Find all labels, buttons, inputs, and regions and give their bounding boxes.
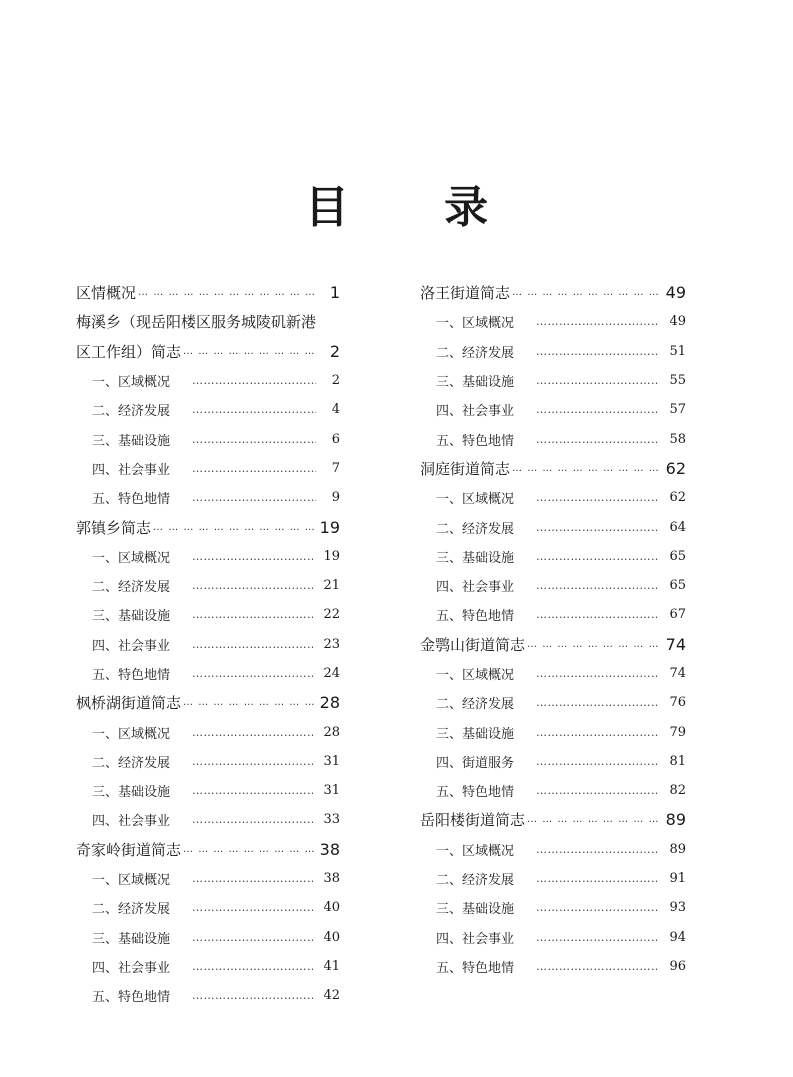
toc-entry-label: 五、特色地情 <box>436 785 515 801</box>
toc-page-number: 93 <box>669 900 686 916</box>
dot-leader <box>192 374 316 387</box>
toc-entry-sub[interactable] <box>76 717 340 746</box>
dot-leader <box>536 696 659 709</box>
toc-page-number: 79 <box>669 724 686 740</box>
toc-page-number: 38 <box>319 839 340 859</box>
page-title: 目 录 <box>304 182 529 233</box>
toc-page-number: 40 <box>323 900 340 916</box>
dot-leader <box>192 784 313 797</box>
dot-leader <box>536 784 659 797</box>
toc-entry-sub[interactable] <box>420 864 686 893</box>
dot-leader <box>536 403 659 416</box>
dot-leader <box>192 960 313 973</box>
toc-entry-sub[interactable] <box>76 893 340 922</box>
dot-leader <box>192 550 313 563</box>
dot-leader <box>512 287 660 298</box>
toc-entry-major[interactable] <box>420 454 686 483</box>
toc-entry-label: 二、经济发展 <box>92 404 171 420</box>
toc-page-number: 2 <box>331 373 340 389</box>
toc-entry-label: 三、基础设施 <box>92 433 171 449</box>
dot-leader <box>536 491 659 504</box>
toc-page-number: 49 <box>665 283 686 303</box>
dot-leader <box>536 960 659 973</box>
toc-entry-label: 四、社会事业 <box>92 960 171 976</box>
toc-page-number: 24 <box>323 666 340 681</box>
toc-entry-label: 二、经济发展 <box>436 697 515 713</box>
toc-entry-label: 一、区域概况 <box>436 668 515 683</box>
toc-page-number: 2 <box>329 341 340 361</box>
toc-entry-label: 奇家岭街道简志 <box>76 840 182 859</box>
toc-entry-sub[interactable] <box>420 395 686 424</box>
toc-entry-sub[interactable] <box>420 893 686 922</box>
dot-leader <box>192 726 313 739</box>
toc-entry-sub[interactable] <box>76 864 340 893</box>
toc-entry-sub[interactable] <box>76 747 340 776</box>
toc-entry-label: 一、区域概况 <box>92 873 171 889</box>
toc-page-number: 7 <box>331 460 340 476</box>
dot-leader <box>192 901 313 914</box>
toc-entry-sub[interactable] <box>76 395 340 424</box>
toc-entry-sub[interactable] <box>76 776 340 805</box>
toc-entry-label: 二、经济发展 <box>436 521 515 537</box>
toc-right-column <box>420 278 686 981</box>
toc-page-number: 62 <box>665 458 686 478</box>
toc-entry-label: 四、社会事业 <box>436 931 515 947</box>
toc-entry-sub[interactable] <box>420 923 686 952</box>
toc-entry-sub[interactable] <box>76 366 340 395</box>
toc-entry-label: 四、社会事业 <box>436 404 515 420</box>
toc-entry-label: 一、区域概况 <box>436 492 515 508</box>
toc-entry-sub[interactable] <box>420 512 686 541</box>
toc-page-number: 6 <box>331 431 340 447</box>
toc-page-number: 58 <box>669 431 686 447</box>
toc-entry-sub[interactable] <box>420 337 686 366</box>
dot-leader <box>536 345 659 358</box>
toc-entry-sub[interactable] <box>76 483 340 512</box>
toc-entry-major[interactable] <box>76 278 340 307</box>
toc-entry-label: 三、基础设施 <box>92 931 171 947</box>
toc-page-number: 65 <box>669 578 686 594</box>
toc-entry-label: 三、基础设施 <box>436 902 515 918</box>
toc-entry-sub[interactable] <box>420 571 686 600</box>
toc-entry-label: 五、特色地情 <box>436 960 515 976</box>
dot-leader <box>192 433 316 446</box>
dot-leader <box>536 755 659 768</box>
toc-page-number: 94 <box>669 929 686 945</box>
toc-page-number: 33 <box>323 812 340 828</box>
toc-page-number: 19 <box>319 517 340 537</box>
dot-leader <box>536 931 659 944</box>
dot-leader <box>138 287 318 298</box>
toc-entry-sub[interactable] <box>420 483 686 512</box>
toc-entry-label: 五、特色地情 <box>436 609 515 625</box>
dot-leader <box>153 522 314 533</box>
dot-leader <box>192 813 313 826</box>
toc-entry-label: 洛王街道简志 <box>420 284 511 303</box>
toc-page-number: 91 <box>669 871 686 887</box>
toc-page-number: 19 <box>323 548 340 564</box>
toc-entry-sub[interactable] <box>76 981 340 1010</box>
toc-entry-sub[interactable] <box>420 600 686 629</box>
toc-entry-label: 四、社会事业 <box>92 814 171 830</box>
toc-entry-label: 三、基础设施 <box>436 375 515 391</box>
toc-entry-label: 三、基础设施 <box>92 785 171 801</box>
toc-page-number: 67 <box>669 607 686 623</box>
toc-page-number: 23 <box>323 636 340 652</box>
toc-entry-sub[interactable] <box>76 454 340 483</box>
toc-entry-label: 二、经济发展 <box>92 755 171 771</box>
toc-page-number: 4 <box>331 402 340 418</box>
toc-page-number: 81 <box>669 753 686 769</box>
dot-leader <box>536 550 659 563</box>
toc-entry-label: 二、经济发展 <box>436 873 515 889</box>
dot-leader <box>536 608 659 621</box>
dot-leader <box>536 872 659 885</box>
dot-leader <box>192 755 313 768</box>
toc-page-number: 40 <box>323 929 340 945</box>
dot-leader <box>183 346 318 357</box>
dot-leader <box>192 931 313 944</box>
toc-entry-label: 五、特色地情 <box>436 433 515 449</box>
toc-page-number: 62 <box>669 490 686 506</box>
toc-entry-label: 三、基础设施 <box>92 609 171 625</box>
toc-entry-label: 一、区域概况 <box>436 843 515 859</box>
toc-page-number: 1 <box>329 283 340 303</box>
toc-page-number: 42 <box>323 988 340 1004</box>
toc-entry-sub[interactable] <box>76 630 340 659</box>
dot-leader <box>192 638 313 651</box>
dot-leader <box>527 639 660 650</box>
toc-page-number: 76 <box>669 695 686 711</box>
toc-page-number: 74 <box>669 666 686 681</box>
dot-leader <box>192 403 316 416</box>
toc-page-number: 89 <box>665 810 686 830</box>
toc-page-number: 55 <box>669 373 686 389</box>
toc-entry-sub[interactable] <box>420 688 686 717</box>
toc-entry-major[interactable] <box>76 307 340 336</box>
toc-page-number: 41 <box>323 958 340 974</box>
toc-entry-label: 四、社会事业 <box>436 580 515 596</box>
toc-entry-label: 岳阳楼街道简志 <box>420 811 526 830</box>
dot-leader <box>536 374 659 387</box>
toc-entry-label: 枫桥湖街道简志 <box>76 694 182 713</box>
toc-entry-sub[interactable] <box>420 366 686 395</box>
toc-entry-sub[interactable] <box>76 659 340 688</box>
toc-page-number: 9 <box>331 490 340 506</box>
toc-entry-label: 二、经济发展 <box>92 580 171 596</box>
toc-page-number: 28 <box>323 724 340 740</box>
toc-entry-label: 二、经济发展 <box>436 345 515 361</box>
toc-entry-label: 一、区域概况 <box>92 550 171 566</box>
toc-entry-label: 郭镇乡简志 <box>76 518 152 537</box>
toc-page-number: 38 <box>323 871 340 887</box>
toc-entry-label: 四、街道服务 <box>436 755 515 771</box>
toc-page-number: 51 <box>669 343 686 359</box>
toc-page-number: 21 <box>323 578 340 594</box>
toc-entry-label: 二、经济发展 <box>92 902 171 918</box>
dot-leader <box>192 667 313 680</box>
toc-page-number: 65 <box>669 548 686 564</box>
dot-leader <box>183 697 314 708</box>
dot-leader <box>192 462 316 475</box>
toc-left-column <box>76 278 340 1010</box>
toc-entry-label: 洞庭街道简志 <box>420 459 511 478</box>
toc-page-number: 28 <box>319 693 340 713</box>
dot-leader <box>512 463 660 474</box>
dot-leader <box>192 491 316 504</box>
toc-entry-major[interactable] <box>76 337 340 366</box>
toc-entry-major[interactable] <box>420 278 686 307</box>
toc-entry-major[interactable] <box>420 805 686 834</box>
toc-entry-label: 一、区域概况 <box>92 726 171 742</box>
toc-entry-label: 金鹗山街道简志 <box>420 635 526 654</box>
toc-entry-sub[interactable] <box>420 952 686 981</box>
toc-entry-sub[interactable] <box>76 923 340 952</box>
toc-entry-label: 五、特色地情 <box>92 668 171 683</box>
toc-entry-sub[interactable] <box>420 542 686 571</box>
toc-page-number: 31 <box>323 783 340 799</box>
toc-entry-label: 三、基础设施 <box>436 726 515 742</box>
toc-entry-major[interactable] <box>420 630 686 659</box>
toc-entry-label: 一、区域概况 <box>436 316 515 332</box>
toc-page-number: 89 <box>669 841 686 857</box>
toc-entry-sub[interactable] <box>420 747 686 776</box>
dot-leader <box>536 726 659 739</box>
toc-entry-sub[interactable] <box>76 571 340 600</box>
toc-page-number: 57 <box>669 402 686 418</box>
dot-leader <box>536 843 659 856</box>
toc-entry-label: 五、特色地情 <box>92 492 171 508</box>
toc-entry-label: 四、社会事业 <box>92 638 171 654</box>
toc-entry-label: 区工作组）简志 <box>76 342 182 361</box>
toc-entry-sub[interactable] <box>420 776 686 805</box>
dot-leader <box>192 608 313 621</box>
toc-entry-sub[interactable] <box>76 805 340 834</box>
toc-entry-sub[interactable] <box>420 307 686 336</box>
toc-entry-label: 五、特色地情 <box>92 990 171 1006</box>
toc-page-number: 31 <box>323 753 340 769</box>
toc-page-number: 74 <box>665 634 686 654</box>
toc-page-number: 22 <box>323 607 340 623</box>
toc-entry-major[interactable] <box>76 512 340 541</box>
toc-page-number: 64 <box>669 519 686 535</box>
dot-leader <box>183 844 314 855</box>
toc-entry-sub[interactable] <box>76 542 340 571</box>
dot-leader <box>527 814 660 825</box>
toc-page-number: 49 <box>669 314 686 330</box>
toc-entry-label: 区情概况 <box>76 284 137 303</box>
dot-leader <box>192 872 313 885</box>
toc-entry-sub[interactable] <box>420 835 686 864</box>
toc-entry-label: 四、社会事业 <box>92 462 171 478</box>
toc-entry-sub[interactable] <box>420 717 686 746</box>
dot-leader <box>192 579 313 592</box>
dot-leader <box>536 901 659 914</box>
toc-entry-label: 三、基础设施 <box>436 550 515 566</box>
toc-entry-label: 梅溪乡（现岳阳楼区服务城陵矶新港 <box>76 313 317 332</box>
dot-leader <box>536 667 659 680</box>
toc-entry-sub[interactable] <box>420 424 686 453</box>
toc-entry-major[interactable] <box>76 688 340 717</box>
dot-leader <box>536 433 659 446</box>
dot-leader <box>536 579 659 592</box>
toc-entry-sub[interactable] <box>420 659 686 688</box>
toc-entry-sub[interactable] <box>76 600 340 629</box>
dot-leader <box>536 315 659 328</box>
toc-page-number: 96 <box>669 958 686 974</box>
toc-entry-major[interactable] <box>76 835 340 864</box>
toc-entry-sub[interactable] <box>76 424 340 453</box>
dot-leader <box>192 989 313 1002</box>
toc-entry-label: 一、区域概况 <box>92 375 171 391</box>
toc-entry-sub[interactable] <box>76 952 340 981</box>
toc-page-number: 82 <box>669 783 686 799</box>
dot-leader <box>536 521 659 534</box>
